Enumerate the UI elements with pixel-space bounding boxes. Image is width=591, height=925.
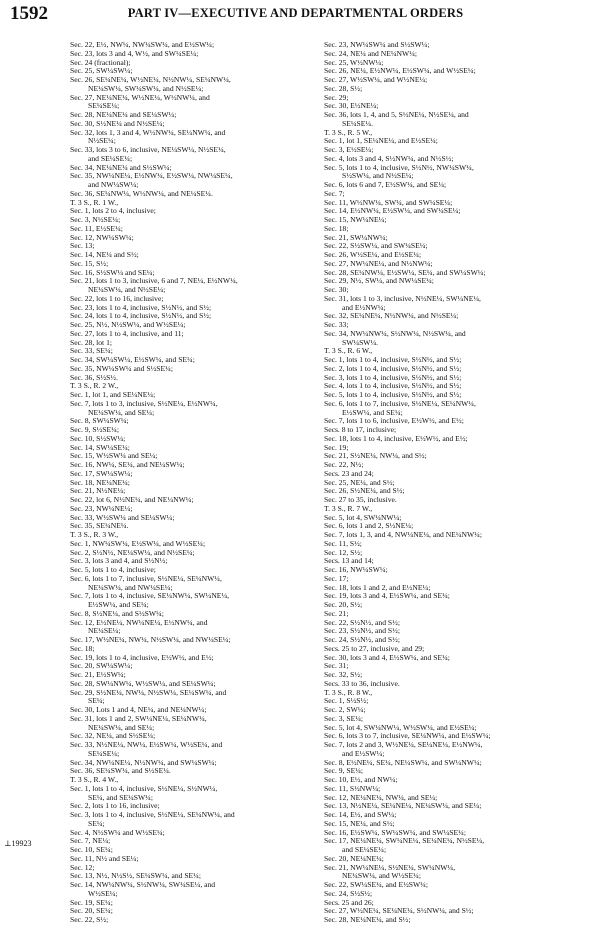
section-entry: Sec. 12, S½; <box>324 548 363 557</box>
section-entry: Sec. 25, W½NW¼; <box>324 58 384 67</box>
section-entry: Sec. 3, lots 3 and 4, and S½N½; <box>70 557 168 566</box>
section-entry: Sec. 1, lot 1, and SE¼NE¼; <box>70 391 156 399</box>
section-entry: Sec. 5, lots 1 to 4, inclusive, S½N½, and S½; <box>324 391 462 399</box>
section-entry: Sec. 7, lots 1 to 3, inclusive, S½NE¼, E½NW¼, <box>70 399 218 408</box>
section-entry: Sec. 23, lots 3 and 4, W½, and SW¼SE¼; <box>70 49 199 58</box>
section-entry: Sec. 3, SE¼; <box>324 714 364 723</box>
section-entry: Sec. 34, NE¼NE¼ and S½SW¼; <box>70 163 172 172</box>
section-entry-continuation: SE¼, and SE¼SW¼; <box>88 793 153 802</box>
section-entry-continuation: SE¼; <box>88 819 105 828</box>
section-entry: Sec. 18; <box>70 644 95 653</box>
section-entry-continuation: E½SW¼, and SE¼; <box>88 601 149 609</box>
section-entry-continuation: SE¼; <box>88 697 105 706</box>
section-entry: Sec. 21, SW¼NW¼; <box>324 233 388 242</box>
section-entry: Sec. 7, lots 1 to 4, inclusive, SE¼NW¼, SW¼NE¼, <box>70 592 230 601</box>
section-entry: Sec. 35, NW¼NE¼, E½NW¼, E½SW¼, NW¼SE¼, <box>70 172 233 181</box>
section-entry: Sec. 28, SW¼NW¼, W½SW¼, and SE¼SW¼; <box>70 679 216 688</box>
section-entry: Sec. 34, SW¼SW¼, E½SW¼, and SE¼; <box>70 356 195 364</box>
section-entry: Sec. 23, lots 1 to 4, inclusive, S½N½, and S½; <box>70 303 212 312</box>
section-entry-continuation: NE¼SW¼, and SE¼; <box>88 723 155 732</box>
section-entry: Sec. 21, E½SW¼; <box>70 671 126 679</box>
section-entry: Sec. 30, Lots 1 and 4, NE¼, and NE¼NW¼; <box>70 706 207 714</box>
section-entry: Sec. 35, SE¼NE¼. <box>70 522 129 531</box>
section-entry: Sec. 31; <box>324 662 349 671</box>
section-entry: Sec. 11, W½NW¼, SW¼, and SW¼SE¼; <box>324 198 453 207</box>
section-entry: Sec. 23, NW¼SW¼ and S½SW¼; <box>324 41 430 49</box>
section-entry: Sec. 17, W½NE¼, NW¼, N½SW¼, and NW¼SE¼; <box>70 636 231 644</box>
section-entry: Sec. 7, NE¼; <box>70 837 111 846</box>
section-entry: Sec. 7, lots 1, 3, and 4, NW¼NE¼, and NE¼NW¼; <box>324 531 482 539</box>
section-entry: Sec. 33, SE¼; <box>70 347 113 356</box>
section-entry: Sec. 33, W½SW¼ and SE¼SW¼; <box>70 513 175 522</box>
section-entry: Sec. 7, lots 2 and 3, W½NE¼, SE¼NE¼, E½NW¼, <box>324 741 483 749</box>
section-entry: Sec. 27, NE¼NE¼, W½NE¼, W½NW¼, and <box>70 93 210 102</box>
section-entry: Sec. 18, lots 1 and 2, and E½NE¼; <box>324 583 431 592</box>
section-entry: Sec. 18; <box>324 224 349 233</box>
section-entry: Sec. 22, S½; <box>70 916 109 924</box>
section-entry-continuation: E½SW¼, and SE¼; <box>342 408 403 417</box>
section-entry: Sec. 13; <box>70 242 95 251</box>
section-entry: Sec. 6, lots 1 to 7, inclusive, S½NE¼, SE¼NW¼, <box>324 399 476 408</box>
section-entry: Sec. 24, S½N½, and S½; <box>324 636 400 644</box>
section-entry: Sec. 28, NE¼NE¼, and S½; <box>324 916 411 924</box>
section-entry: Sec. 24 (fractional); <box>70 58 131 67</box>
section-entry: Sec. 36, SE¼SW¼, and S½SE¼. <box>70 767 171 776</box>
section-entry: Sec. 18, NE¼NE¼; <box>70 478 130 487</box>
section-entry: Sec. 4, lots 1 to 4, inclusive, S½N½, and S½; <box>324 382 462 391</box>
section-entry-continuation: SE¼SE¼; <box>88 102 120 111</box>
section-entry: Sec. 5, lot 4, SW¼NW¼, W½SW¼, and E½SE¼; <box>324 723 477 732</box>
section-entry: Sec. 21, lots 1 to 3, inclusive, 6 and 7, NE¼, E½NW¼, <box>70 277 238 286</box>
township-heading: T. 3 S., R. 3 W., <box>70 531 119 539</box>
section-entry: Sec. 25, N½, N½SW¼, and W½SE¼; <box>70 321 186 329</box>
section-entry: Sec. 11, N½ and SE¼; <box>70 854 139 863</box>
section-entry: Sec. 24, lots 1 to 4, inclusive, S½N½, and S½; <box>70 312 212 321</box>
section-entry: Sec. 12; <box>70 863 95 872</box>
section-entry: Sec. 20, SE¼; <box>70 907 113 916</box>
section-entry: Sec. 34, NW¼NE¼, N½NW¼, and SW¼SW¼; <box>70 758 217 767</box>
section-entry: Sec. 21, N½NE¼; <box>70 487 126 496</box>
section-entry: Sec. 35, NW¼SW¼ and S½SE¼; <box>70 364 173 373</box>
section-entry: Sec. 5, lots 1 to 4, inclusive; <box>70 566 156 574</box>
section-entry: Sec. 28, lot 1; <box>70 338 112 347</box>
section-entry: Sec. 14, E½NW¼, E½SW¼, and SW¼SE¼; <box>324 207 461 216</box>
section-entry: Sec. 33, lots 3 to 6, inclusive, NE¼SW¼, N½SE¼, <box>70 146 226 154</box>
section-entry: Sec. 16, NW¼, SE¼, and NE¼SW¼; <box>70 461 185 469</box>
section-entry: Sec. 3, N½SE¼; <box>70 216 121 224</box>
section-entry: Sec. 26, S½NE¼, and S½; <box>324 487 405 496</box>
section-entry: Sec. 6, lots 6 and 7, E½SW¼, and SE¼; <box>324 181 447 189</box>
section-entry: Secs. 13 and 14; <box>324 557 374 566</box>
section-entry: Sec. 3, lots 1 to 4, inclusive, S½N½, and S½; <box>324 373 462 382</box>
section-entry: Sec. 28, NE¼NE¼ and SE¼SW¼; <box>70 111 177 119</box>
section-entry: Sec. 36, S½S½. <box>70 373 118 382</box>
section-entry: Sec. 1, NW¼SW¼, E½SW¼, and W½SE¼; <box>70 539 206 548</box>
section-entry: Sec. 29; <box>324 93 349 102</box>
section-entry: Sec. 11, E½SE¼; <box>70 224 123 233</box>
section-entry: Sec. 33, N½NE¼, NW¼, E½SW¼, W½SE¼, and <box>70 741 223 749</box>
section-entry: Sec. 12, E½NE¼, NW¼NE¼, E½NW¼, and <box>70 618 208 627</box>
section-entry: Sec. 2, S½N½, NE¼SW¼, and N½SE¼; <box>70 548 195 557</box>
section-entry: Sec. 32, SE¼NE¼, N½NW¼, and N½SE¼; <box>324 312 459 321</box>
section-entry: Sec. 24, NE¼ and NE¼NW¼; <box>324 49 418 58</box>
section-entry: Sec. 9, S½SE¼; <box>70 426 119 434</box>
section-entry: Sec. 11, S½; <box>324 539 362 548</box>
section-entry: Sec. 20, S½; <box>324 601 363 609</box>
section-entry-continuation: and SE¼SE¼; <box>342 846 387 854</box>
section-entry: Sec. 1, lots 2 to 4, inclusive; <box>70 207 156 216</box>
section-entry: Sec. 26, W½SE¼, and E½SE¼; <box>324 251 422 259</box>
township-heading: T. 3 S., R. 1 W., <box>70 198 119 207</box>
section-entry: Sec. 31, lots 1 and 2, SW¼NE¼, SE¼NW¼, <box>70 714 207 723</box>
section-entry: Sec. 13, N½, N½S½, SE¼SW¼, and SE¼; <box>70 872 201 881</box>
section-entry: Sec. 31, lots 1 to 3, inclusive, N½NE¼, SW¼NE¼, <box>324 294 481 303</box>
section-entry: Sec. 16, S½SW¼ and SE¼; <box>70 268 155 277</box>
section-entry: Sec. 18, lots 1 to 4, inclusive, E½W½, and E½; <box>324 434 468 443</box>
section-entry: Sec. 7, lots 1 to 6, inclusive, E½W½, and E½; <box>324 417 464 426</box>
section-entry: Sec. 5, lots 1 to 4, inclusive, S½N½, NW¼SW¼, <box>324 163 474 172</box>
section-entry: Sec. 32, S½; <box>324 671 363 679</box>
section-entry-continuation: W½SE¼; <box>88 889 118 898</box>
section-entry: Sec. 14, SW¼SE¼; <box>70 443 130 452</box>
section-entry: Sec. 28, S½; <box>324 84 363 93</box>
section-entry: Sec. 15, W½SW¼ and SE¼; <box>70 452 158 461</box>
section-entry: Sec. 36, lots 1, 4, and 5, S½NE¼, N½SE¼, and <box>324 111 469 119</box>
section-entry: Sec. 14, NE¼ and S½; <box>70 251 139 259</box>
page-number: 1592 <box>10 3 48 24</box>
section-entry: Sec. 15, S½; <box>70 259 109 268</box>
section-entry: Sec. 16, E½SW¼, SW¼SW¼, and SW¼SE¼; <box>324 828 466 837</box>
section-entry: Sec. 13, N½NE¼, SE¼NE¼, NE¼SW¼, and SE¼; <box>324 802 482 811</box>
section-entry-continuation: NE¼SE¼; <box>88 627 121 636</box>
right-column <box>324 41 549 925</box>
section-entry: Sec. 33; <box>324 321 349 329</box>
section-entry-continuation: NE¼SW¼, and NW¼SE¼; <box>88 583 173 592</box>
section-entry: Sec. 21; <box>324 609 349 618</box>
running-head: PART IV—EXECUTIVE AND DEPARTMENTAL ORDERS <box>127 6 464 20</box>
section-entry: Sec. 36, SE¼NW¼, W½NW¼, and NE¼SE¼. <box>70 189 213 198</box>
section-entry-continuation: and E½NW¼; <box>342 303 386 312</box>
section-entry: Sec. 22, S½N½, and S½; <box>324 618 400 627</box>
section-entry: Sec. 26, NE¼, E½NW¼, E½SW¼, and W½SE¼; <box>324 67 476 76</box>
section-entry: Sec. 23, S½N½, and S½; <box>324 627 400 636</box>
section-entry: Sec. 12, NW¼SW¼; <box>70 233 134 242</box>
section-entry: Sec. 19; <box>324 443 349 452</box>
section-entry: Sec. 26, SE¼NE¼, W½NE¼, N½NW¼, SE¼NW¼, <box>70 76 231 84</box>
section-entry: Sec. 8, E½NE¼, SE¼, NE¼SW¼, and SW¼NW¼; <box>324 758 482 767</box>
section-entry: Sec. 34, NW¼NW¼, S½NW¼, N½SW¼, and <box>324 329 466 338</box>
section-entry-continuation: NE¼SW¼, and N½SE¼; <box>88 286 166 294</box>
section-entry: Sec. 6, lots 1 to 7, inclusive, S½NE¼, SE¼NW¼, <box>70 574 222 583</box>
section-entry: Sec. 2, SW¼; <box>324 706 366 714</box>
section-entry: Sec. 3, E½SE¼; <box>324 146 374 154</box>
section-entry: Sec. 27, W½SW¼, and W½NE¼; <box>324 76 428 84</box>
township-heading: T. 3 S., R. 5 W., <box>324 128 373 137</box>
section-entry: Sec. 17; <box>324 574 349 583</box>
section-entry: Sec. 16, NW¼SW¼; <box>324 566 388 574</box>
section-entry: Sec. 20, SW¼SW¼; <box>70 662 133 671</box>
section-entry: Sec. 10, SE¼; <box>70 846 113 854</box>
section-entry: Sec. 22, S½SW¼, and SW¼SE¼; <box>324 242 428 251</box>
section-entry: Sec. 25, NE¼, and S½; <box>324 478 395 487</box>
page-header <box>10 3 581 23</box>
section-entry: Sec. 7; <box>324 189 345 198</box>
section-entry-continuation: NE¼SW¼, SW¼SW¼, and N½SE¼; <box>88 84 204 93</box>
section-entry-continuation: NE¼SW¼, and W½SE¼; <box>342 872 421 881</box>
section-entry: Sec. 6, lots 1 and 2, S½NE¼; <box>324 522 414 531</box>
section-entry: Sec. 10, E½, and NW¼; <box>324 776 398 784</box>
section-entry-continuation: SW¼SW¼. <box>342 338 379 347</box>
section-entry: Secs. 25 to 27, inclusive, and 29; <box>324 644 425 653</box>
township-heading: T. 3 S., R. 7 W., <box>324 504 373 513</box>
township-heading: T. 3 S., R. 8 W., <box>324 688 373 697</box>
section-entry: Sec. 22, E½, NW¼, NW¼SW¼, and E½SW¼; <box>70 41 215 49</box>
section-entry: Sec. 4, N½SW¼ and W½SE¼; <box>70 828 165 837</box>
section-entry-continuation: SE¼SE¼. <box>342 119 374 128</box>
section-entry: Sec. 1, lots 1 to 4, inclusive, S½N½, and S½; <box>324 356 462 364</box>
section-entry: Sec. 4, lots 3 and 4, S½NW¼, and N½S½; <box>324 154 454 163</box>
section-entry: Sec. 17, SW¼SW¼; <box>70 469 133 478</box>
section-entry: Sec. 9, SE¼; <box>324 767 364 776</box>
township-heading: T. 3 S., R. 6 W., <box>324 347 373 356</box>
section-entry: Sec. 25, SW¼SW¼; <box>70 67 133 76</box>
section-entry: Sec. 29, N½, SW¼, and NW¼SE¼; <box>324 277 434 286</box>
section-entry: Sec. 30; <box>324 286 349 294</box>
section-entry-continuation: S½SW¼, and N½SE¼; <box>342 172 414 181</box>
section-entry: Sec. 32, lots 1, 3 and 4, W½NW¼, SE¼NW¼, and <box>70 128 226 137</box>
section-entry: Sec. 10, S½SW¼; <box>70 434 126 443</box>
section-entry: Sec. 11, S½NW¼; <box>324 784 381 793</box>
left-column <box>70 41 295 925</box>
section-entry: Sec. 14, E½, and SW¼; <box>324 811 397 819</box>
section-entry: Sec. 32, NE¼, and S½SE¼; <box>70 732 156 741</box>
section-entry: Sec. 15, NW¼NE¼; <box>324 216 387 224</box>
section-entry: Sec. 30, E½NE¼; <box>324 102 379 111</box>
section-entry: Sec. 30, lots 3 and 4, E½SW¼, and SE¼; <box>324 653 450 662</box>
section-entry: Sec. 22, SW¼SE¼, and E½SW¼; <box>324 881 428 889</box>
section-entry: Sec. 19, lots 1 to 4, inclusive, E½W½, and E½; <box>70 653 214 662</box>
section-entry: Sec. 29, S½NE¼, NW¼, N½SW¼, SE¼SW¼, and <box>70 688 227 697</box>
section-entry-continuation: N½SE¼; <box>88 137 116 146</box>
section-entry: Sec. 24, S½S½; <box>324 889 373 898</box>
section-entry: Sec. 5, lot 4, SW¼NW¼; <box>324 513 402 522</box>
section-entry: Sec. 27, lots 1 to 4, inclusive, and 11; <box>70 329 184 338</box>
section-entry: Sec. 20, NE¼NE¼; <box>324 854 384 863</box>
section-entry: Sec. 27 to 35, inclusive. <box>324 496 397 504</box>
section-entry: Sec. 22, lot 6, N½NE¼, and NE¼NW¼; <box>70 496 194 504</box>
section-entry: Sec. 23, NW¼NE¼; <box>70 504 133 513</box>
section-entry: Sec. 12, NE¼NE¼, NW¼, and SE¼; <box>324 793 438 802</box>
section-entry: Sec. 28, SE¼NW¼, E½SW¼, SE¼, and SW¼SW¼; <box>324 268 486 277</box>
section-entry: Secs. 25 and 26; <box>324 898 374 907</box>
section-entry: Sec. 21, NW¼NE¼, S½NE¼, SW¼NW¼, <box>324 863 455 872</box>
section-entry-continuation: and NW¼SW¼; <box>88 181 139 189</box>
section-entry: Sec. 19, lots 3 and 4, E½SW¼, and SE¼; <box>324 592 450 601</box>
section-entry: Sec. 1, lot 1, SE¼NE¼, and E½SE¼; <box>324 137 438 146</box>
section-entry: Sec. 22, N½; <box>324 461 364 469</box>
section-entry-continuation: and E½SW¼; <box>342 749 385 758</box>
section-entry: Sec. 2, lots 1 to 16, inclusive; <box>70 802 160 811</box>
section-entry: Sec. 15, NE¼, and S½; <box>324 819 395 828</box>
township-heading: T. 3 S., R. 4 W., <box>70 776 119 784</box>
section-entry: Sec. 27, W½NE¼, SE¼NE¼, S½NW¼, and S½; <box>324 907 474 916</box>
section-entry-continuation: NE¼SW¼, and SE¼; <box>88 408 155 417</box>
section-entry: Sec. 14, NW¼NW¼, S½NW¼, SW¼SE¼, and <box>70 881 216 889</box>
section-entry: Sec. 2, lots 1 to 4, inclusive, S½N½, and S½; <box>324 364 462 373</box>
margin-note: ⊥19923 <box>4 839 32 848</box>
section-entry: Sec. 22, lots 1 to 16, inclusive; <box>70 294 164 303</box>
section-entry: Secs. 23 and 24; <box>324 469 374 478</box>
section-entry: Sec. 6, lots 3 to 7, inclusive, SE¼NW¼, and E½SW¼; <box>324 732 491 741</box>
township-heading: T. 3 S., R. 2 W., <box>70 382 119 391</box>
section-entry: Sec. 17, NE¼NE¼, SW¼NE¼, SE¼NE¼, N½SE¼, <box>324 837 485 846</box>
section-entry-continuation: and SE¼SE¼; <box>88 154 133 163</box>
section-entry: Sec. 1, lots 1 to 4, inclusive, S½NE¼, S½NW¼, <box>70 784 218 793</box>
section-entry: Sec. 1, S½S½; <box>324 697 369 706</box>
section-entry: Sec. 8, S½NE¼, and S½SW¼; <box>70 609 164 618</box>
section-entry: Secs. 33 to 36, inclusive. <box>324 679 400 688</box>
section-entry: Sec. 8, SW¼SW¼; <box>70 417 129 426</box>
section-entry: Sec. 3, lots 1 to 4, inclusive, S½NE¼, SE¼NW¼, and <box>70 811 235 819</box>
section-entry: Secs. 8 to 17, inclusive; <box>324 426 397 434</box>
section-entry: Sec. 21, S½NE¼, NW¼, and S½; <box>324 452 427 461</box>
section-entry: Sec. 30, S½NE¼ and N½SE¼; <box>70 119 165 128</box>
section-entry-continuation: SE¼SE¼; <box>88 749 120 758</box>
section-entry: Sec. 19, SE¼; <box>70 898 113 907</box>
section-entry: Sec. 27, NW¼NE¼, and N½NW¼; <box>324 259 433 268</box>
